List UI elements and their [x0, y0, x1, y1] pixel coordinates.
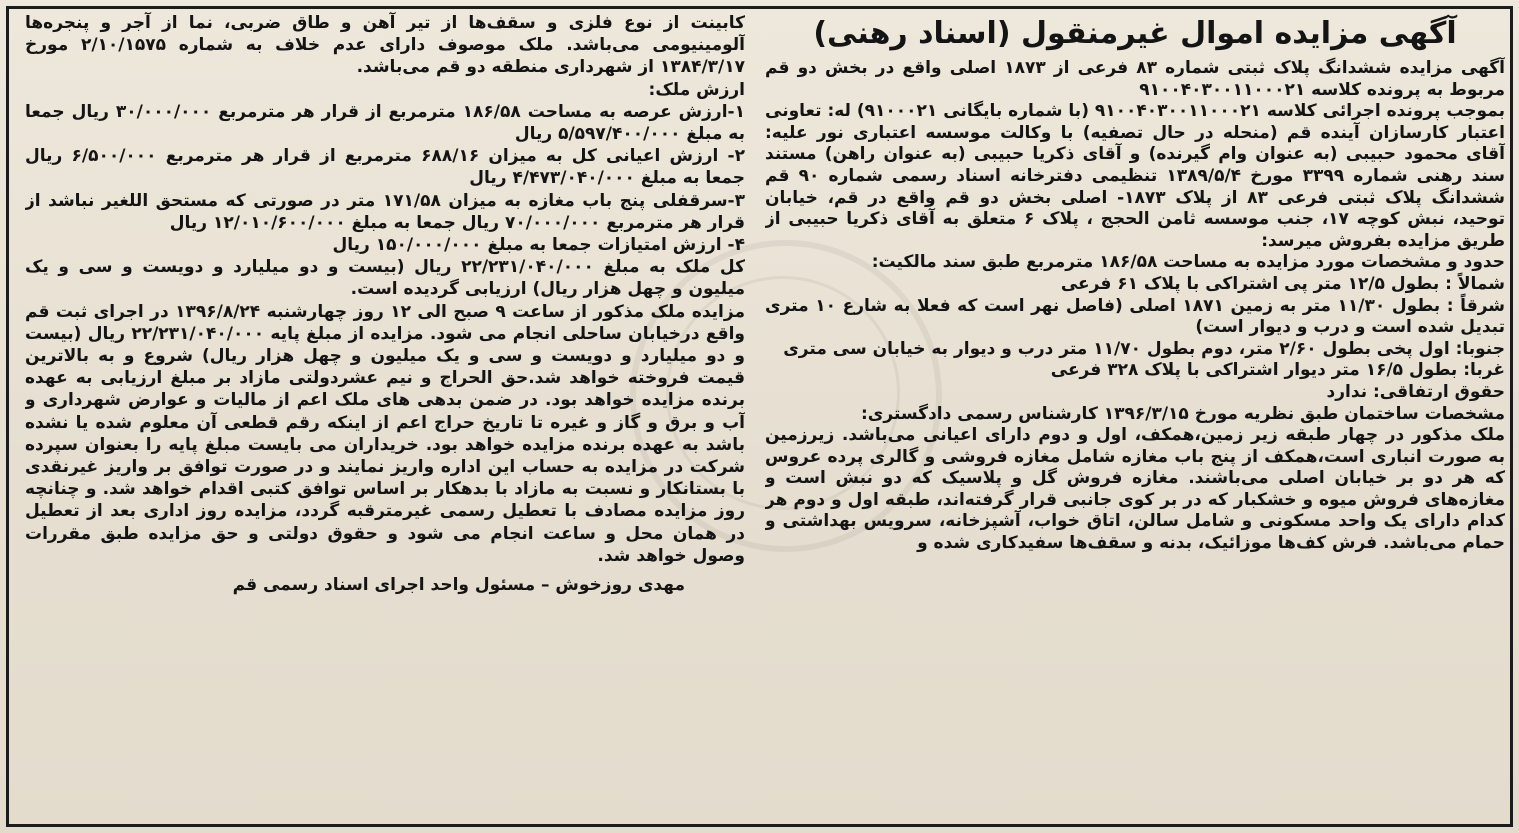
notice-columns	[14, 12, 1505, 823]
right-column	[765, 12, 1505, 823]
value-item-privileges: ۴- ارزش امتیازات جمعا به مبلغ ۱۵۰/۰۰۰/۰۰۰ ریال	[332, 235, 745, 256]
building-spec-heading: مشخصات ساختمان طبق نظریه مورخ ۱۳۹۶/۳/۱۵ کارشناس رسمی دادگستری:	[860, 403, 1505, 424]
building-spec-paragraph: ملک مذکور در چهار طبقه زیر زمین،همکف، اول و دوم دارای اعیانی می‌باشد. زیرزمین به صورت انباری است،همکف از پنج باب مغازه شامل مغازه فروشی و گالری پرده عروس که هر دو بر خیابان اصلی می‌باشند. مغازه فروش گل و پلاسیک که دو نبش است و مغازه‌های فروش میوه و خشکبار که در بر کوی جانبی قرار گرفته‌اند، طبقه اول و دوم هر کدام دارای یک واحد مسکونی و شامل سالن، اتاق خواب، آشپزخانه، سرویس بهداشتی و حمام می‌باشد. فرش کف‌ها موزائیک، بدنه و سقف‌ها سفیدکاری شده و	[765, 425, 1505, 554]
intro-paragraph: آگهی مزایده ششدانگ پلاک ثبتی شماره ۸۳ فرعی از ۱۸۷۳ اصلی واقع در بخش دو قم مربوط به پرونده کلاسه ۹۱۰۰۴۰۳۰۰۱۱۰۰۰۲۱	[765, 58, 1505, 100]
boundary-south: جنوبا: اول پخی بطول ۲/۶۰ متر، دوم بطول ۱۱/۷۰ متر درب و دیوار به خیابان سی متری	[783, 338, 1505, 359]
value-item-land: ۱-ارزش عرصه به مساحت ۱۸۶/۵۸ مترمربع از قرار هر مترمربع ۳۰/۰۰۰/۰۰۰ ریال جمعا به مبلغ ۵/۵۹۷/۴۰۰/۰۰۰ ریال	[25, 101, 745, 145]
case-paragraph: بموجب پرونده اجرائی کلاسه ۹۱۰۰۴۰۳۰۰۱۱۰۰۰۲۱ (با شماره بایگانی ۹۱۰۰۰۲۱) له: تعاونی اعتبار کارسازان آینده قم (منحله در حال تصفیه) با وکالت موسسه اعتباری نور علیه: آقای محمود حبیبی (به عنوان وام گیرنده) و آقای ذکریا حبیبی (به عنوان راهن) مستند سند رهنی شماره ۳۳۹۹ مورخ ۱۳۸۹/۵/۴ تنظیمی دفترخانه اسناد رسمی شماره ۹۰ قم ششدانگ پلاک ثبتی فرعی ۸۳ از پلاک ۱۸۷۳- اصلی بخش دو قم واقع در قم، خیابان توحید، نبش کوچه ۱۷، جنب موسسه ثامن الحجج ، پلاک ۶ متعلق به آقای ذکریا حبیبی از طریق مزایده بفروش میرسد:	[765, 101, 1505, 251]
left-column	[25, 12, 745, 823]
building-spec-continued: کابینت از نوع فلزی و سقف‌ها از تیر آهن و طاق ضربی، نما از آجر و پنجره‌ها آلومینیومی می‌باشد. ملک موصوف دارای عدم خلاف به شماره ۲/۱۰/۱۵۷۵ مورخ ۱۳۸۴/۳/۱۷ از شهرداری منطقه دو قم می‌باشد.	[25, 13, 745, 78]
value-item-building: ۲- ارزش اعیانی کل به میزان ۶۸۸/۱۶ مترمربع از قرار هر مترمربع ۶/۵۰۰/۰۰۰ ریال جمعا به مبلغ ۴/۴۷۳/۰۴۰/۰۰۰ ریال	[25, 146, 745, 189]
total-value: کل ملک به مبلغ ۲۲/۲۳۱/۰۴۰/۰۰۰ ریال (بیست و دو میلیارد و دویست و سی و یک میلیون و چهل هزار ریال) ارزیابی گردیده است.	[25, 257, 745, 300]
property-value-heading: ارزش ملک:	[648, 79, 745, 100]
auction-terms: مزایده ملک مذکور از ساعت ۹ صبح الی ۱۲ روز چهارشنبه ۱۳۹۶/۸/۲۴ در اجرای ثبت قم واقع درخیابان ساحلی انجام می شود. مزایده از مبلغ پایه ۲۲/۲۳۱/۰۴۰/۰۰۰ ریال (بیست و دو میلیارد و دویست و سی و یک میلیون و چهل هزار ریال) شروع و به بالاترین قیمت فروخته خواهد شد.حق الحراج و نیم عشردولتی مازاد بر مبلغ ارزیابی به عهده برنده مزایده خواهد بود. در ضمن بدهی های ملک اعم از مالیات و عوارض شهرداری و آب و برق و گاز و غیره تا تاریخ حراج اعم از اینکه رقم قطعی آن معلوم شده یا نشده باشد به عهده برنده مزایده خواهد بود. خریداران می بایست مبلغ پایه را بعنوان سپرده شرکت در مزایده به حساب این اداره واریز نمایند و در صورت توافق بر واریز غیرنقدی با بستانکار و نسبت به مازاد با بدهکار بر اساس توافق کتبی اقدام خواهد شد. و چنانچه روز مزایده مصادف با تعطیل رسمی غیرمترقبه گردد، مزایده روز اداری بعد از تعطیل در همان محل و ساعت انجام می شود و حقوق دولتی و حق مزایده طبق مقررات وصول خواهد شد.	[25, 301, 745, 566]
boundaries-heading: حدود و مشخصات مورد مزایده به مساحت ۱۸۶/۵۸ مترمربع طبق سند مالکیت:	[871, 252, 1505, 273]
signature: مهدی روزخوش – مسئول واحد اجرای اسناد رسمی قم	[232, 575, 685, 596]
notice-title: آگهی مزایده اموال غیرمنقول (اسناد رهنی)	[813, 16, 1457, 51]
boundary-west: غربا: بطول ۱۶/۵ متر دیوار اشتراکی با پلاک ۳۲۸ فرعی	[1050, 360, 1505, 381]
boundary-east: شرقاً : بطول ۱۱/۳۰ متر به زمین ۱۸۷۱ اصلی (فاصل نهر است که فعلا به شارع ۱۰ متری تبدیل شده است و درب و دیوار است)	[765, 295, 1505, 338]
boundary-north: شمالاً : بطول ۱۲/۵ متر پی اشتراکی با پلاک ۶۱ فرعی	[1060, 273, 1505, 294]
easement-rights: حقوق ارتفاقی: ندارد	[1326, 381, 1505, 402]
value-item-goodwill: ۳-سرقفلی پنج باب مغازه به میزان ۱۷۱/۵۸ متر در صورتی که مستحق اللغیر نباشد از قرار هر مترمربع ۷۰/۰۰۰/۰۰۰ ریال جمعا به مبلغ ۱۲/۰۱۰/۶۰۰/۰۰۰ ریال	[25, 190, 745, 233]
